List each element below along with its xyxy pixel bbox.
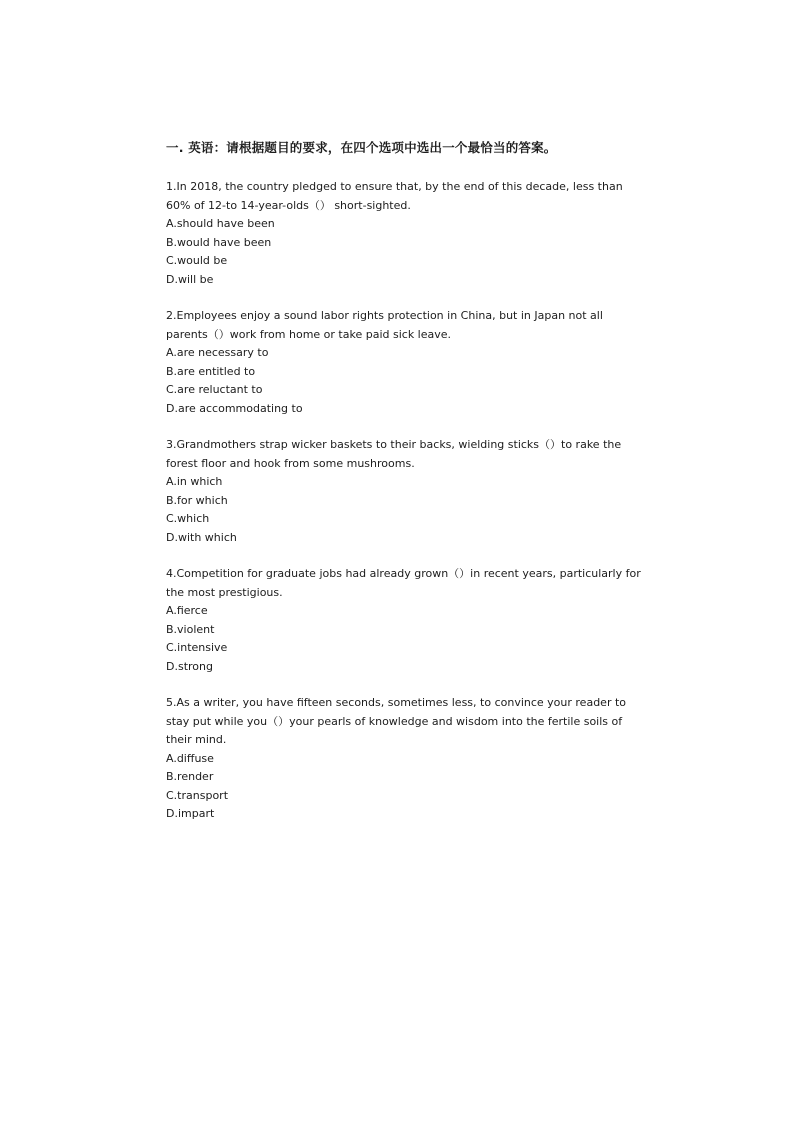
- option-c: C.would be: [166, 254, 228, 267]
- question-5: [166, 694, 646, 824]
- question-1: [166, 178, 646, 289]
- option-a: A.are necessary to: [166, 346, 269, 359]
- option-d: D.are accommodating to: [166, 401, 303, 415]
- question-stem: 4.Competition for graduate jobs had already grown（）in recent years, particularly for the most prestigious.: [166, 567, 641, 599]
- option-a: A.in which: [166, 475, 223, 488]
- option-a: A.should have been: [166, 217, 275, 230]
- option-b: B.render: [166, 770, 214, 783]
- question-list: [166, 178, 646, 824]
- option-b: B.would have been: [166, 235, 272, 249]
- option-b: B.are entitled to: [166, 364, 256, 378]
- question-stem: 3.Grandmothers strap wicker baskets to their backs, wielding sticks（）to rake the forest floor and hook from some mushrooms.: [166, 438, 622, 470]
- option-c: C.transport: [166, 788, 229, 802]
- section-title: 一. 英语：请根据题目的要求，在四个选项中选出一个最恰当的答案。: [166, 140, 557, 155]
- option-d: D.will be: [166, 272, 214, 286]
- question-2: [166, 307, 646, 418]
- option-a: A.fierce: [166, 604, 208, 617]
- question-4: [166, 565, 646, 676]
- option-c: C.which: [166, 512, 210, 525]
- document-page: [166, 138, 646, 842]
- option-d: D.impart: [166, 807, 215, 820]
- option-c: C.are reluctant to: [166, 383, 263, 396]
- option-d: D.with which: [166, 530, 237, 544]
- question-stem: 2.Employees enjoy a sound labor rights protection in China, but in Japan not all parents（）work from home or take paid sick leave.: [166, 309, 603, 341]
- option-d: D.strong: [166, 659, 213, 673]
- option-c: C.intensive: [166, 641, 228, 654]
- question-stem: 5.As a writer, you have fifteen seconds, sometimes less, to convince your reader to stay put while you（）your pearls of knowledge and wisdom into the fertile soils of their mind.: [166, 696, 627, 746]
- option-b: B.for which: [166, 493, 228, 507]
- option-a: A.diffuse: [166, 751, 214, 765]
- question-stem: 1.In 2018, the country pledged to ensure that, by the end of this decade, less than 60% of 12-to 14-year-olds（） short-sighted.: [166, 180, 623, 212]
- option-b: B.violent: [166, 622, 215, 636]
- question-3: [166, 436, 646, 547]
